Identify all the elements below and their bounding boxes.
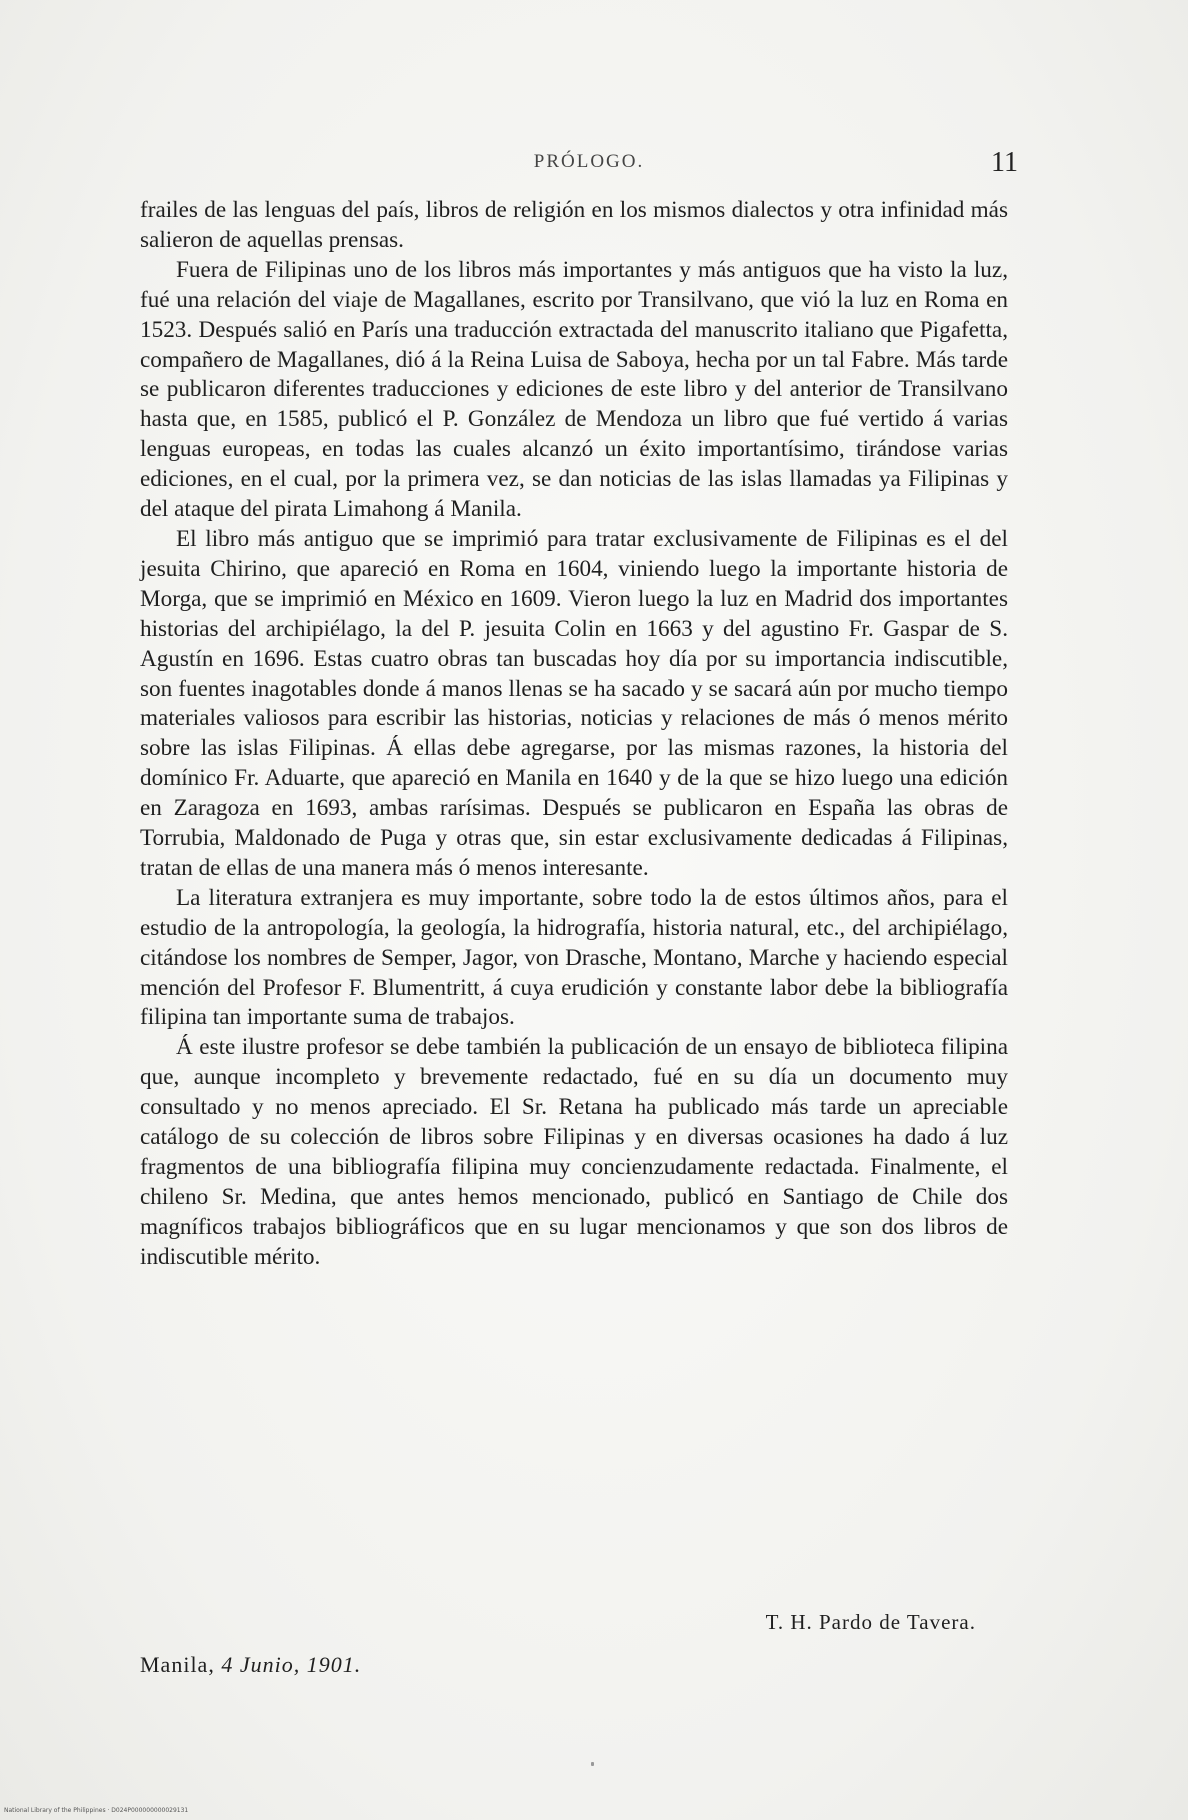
paragraph: frailes de las lenguas del país, libros de religión en los mismos dialectos y otra infinidad más salieron de aquellas prensas. <box>140 197 1008 253</box>
signature-block <box>140 1610 1008 1690</box>
running-head-title: PRÓLOGO. <box>533 151 645 172</box>
paragraph: El libro más antiguo que se imprimió para tratar exclusivamente de Filipinas es el del jesuita Chirino, que apareció en Roma en 1604, viniendo luego la importante historia de Morga, que se imprimió en México en 1609. Vieron luego la luz en Madrid dos importantes historias del archipiélago, la del P. jesuita Colin en 1663 y del agustino Fr. Gaspar de S. Agustín en 1696. Estas cuatro obras tan buscadas hoy día por su importancia indiscutible, son fuentes inagotables donde á manos llenas se ha sacado y se sacará aún por mucho tiempo materiales valiosos para escribir las historias, noticias y relaciones de más ó menos mérito sobre las islas Filipinas. Á ellas debe agregarse, por las mismas razones, la historia del domínico Fr. Aduarte, que apareció en Manila en 1640 y de la que se hizo luego una edición en Zaragoza en 1693, ambas rarísimas. Después se publicaron en España las obras de Torrubia, Maldonado de Puga y otras que, sin estar exclusivamente dedicadas á Filipinas, tratan de ellas de una manera más ó menos interesante. <box>140 525 1008 881</box>
dateline-place: Manila, <box>140 1652 215 1677</box>
paragraph: La literatura extranjera es muy importante, sobre todo la de estos últimos años, para el estudio de la antropología, la geología, la hidrografía, historia natural, etc., del archipiélago, citándose los nombres de Semper, Jagor, von Drasche, Montano, Marche y haciendo especial mención del Profesor F. Blumentritt, á cuya erudición y constante labor debe la bibliografía filipina tan importante suma de trabajos. <box>140 884 1008 1031</box>
footer-credit: National Library of the Philippines · D024P000000000029131 <box>4 1807 189 1814</box>
dateline-date: 4 Junio, 1901. <box>221 1652 362 1677</box>
body-text <box>140 196 1008 1273</box>
author-signature: T. H. Pardo de Tavera. <box>765 1610 976 1634</box>
running-head <box>160 147 1018 187</box>
page-number: 11 <box>991 147 1018 178</box>
dateline <box>140 1652 361 1678</box>
paragraph: Fuera de Filipinas uno de los libros más importantes y más antiguos que ha visto la luz, fué una relación del viaje de Magallanes, escrito por Transilvano, que vió la luz en Roma en 1523. Después salió en París una traducción extractada del manuscrito italiano que Pigafetta, compañero de Magallanes, dió á la Reina Luisa de Saboya, hecha por un tal Fabre. Más tarde se publicaron diferentes traducciones y ediciones de este libro y del anterior de Transilvano hasta que, en 1585, publicó el P. González de Mendoza un libro que fué vertido á varias lenguas europeas, en todas las cuales alcanzó un éxito importantísimo, tirándose varias ediciones, en el cual, por la primera vez, se dan noticias de las islas llamadas ya Filipinas y del ataque del pirata Limahong á Manila. <box>140 256 1008 523</box>
print-speck <box>591 1762 594 1766</box>
paragraph: Á este ilustre profesor se debe también la publicación de un ensayo de biblioteca filipina que, aunque incompleto y brevemente redactado, fué en su día un documento muy consultado y no menos apreciado. El Sr. Retana ha publicado más tarde un apreciable catálogo de su colección de libros sobre Filipinas y en diversas ocasiones ha dado á luz fragmentos de una bibliografía filipina muy concienzudamente redactada. Finalmente, el chileno Sr. Medina, que antes hemos mencionado, publicó en Santiago de Chile dos magníficos trabajos bibliográficos que en su lugar mencionamos y que son dos libros de indiscutible mérito. <box>140 1034 1008 1270</box>
